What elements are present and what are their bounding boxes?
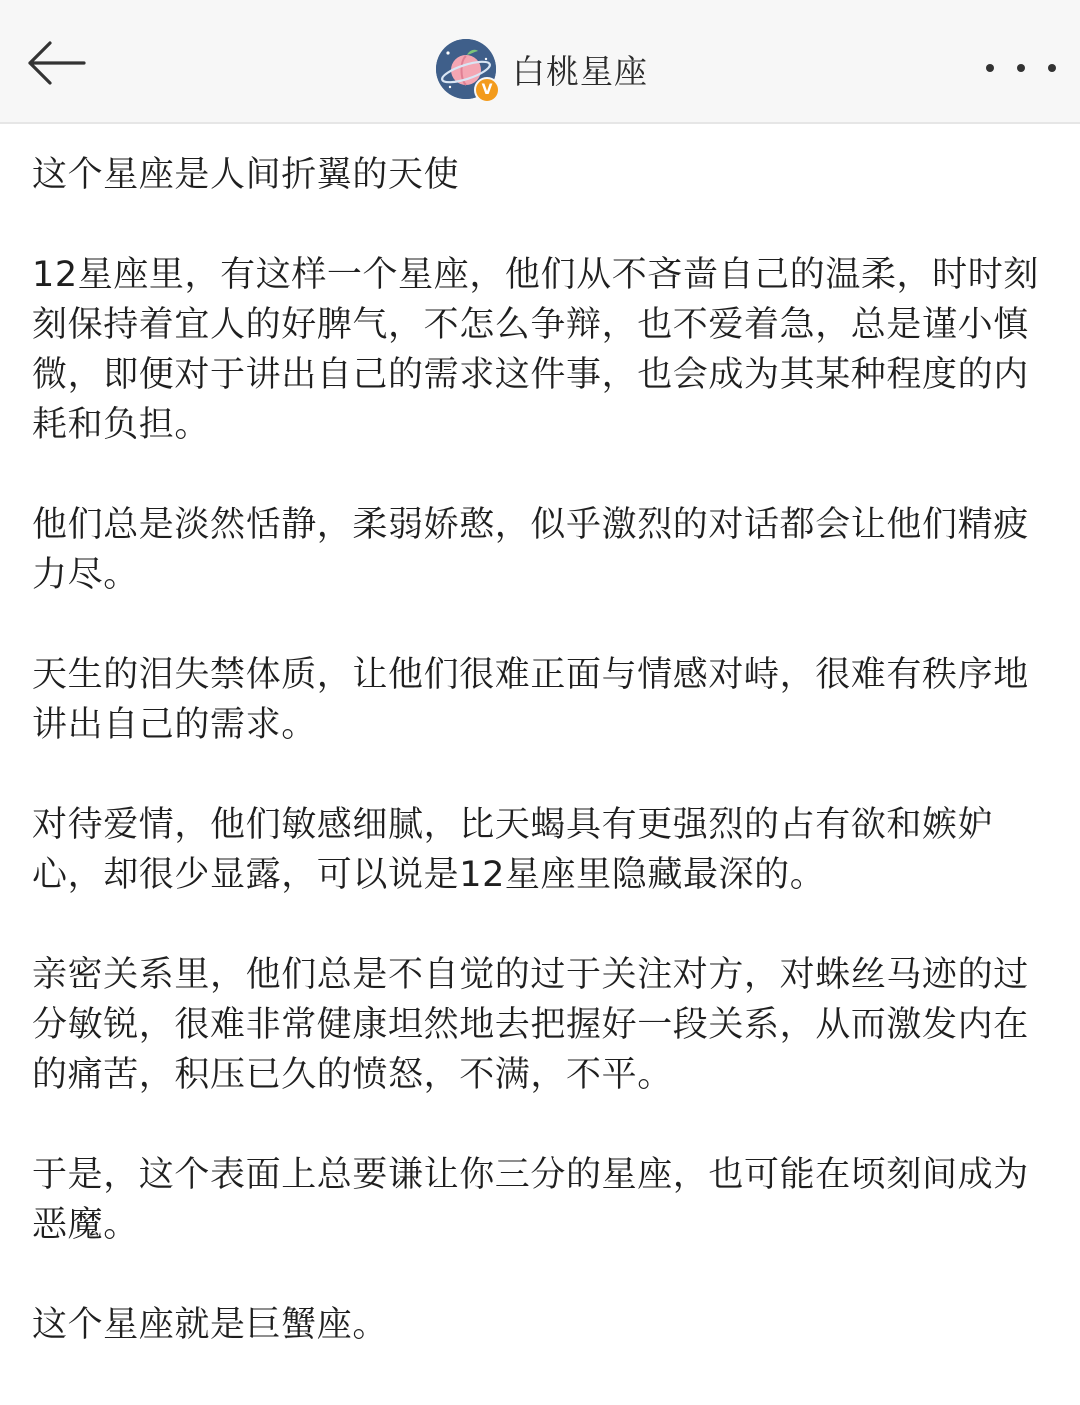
post-paragraph: 亲密关系里，他们总是不自觉的过于关注对方，对蛛丝马迹的过分敏锐，很难非常健康坦然地去把握好一段关系，从而激发内在的痛苦，积压已久的愤怒，不满，不平。 bbox=[32, 955, 1029, 1095]
arrow-left-icon bbox=[24, 39, 88, 91]
top-navigation-bar bbox=[0, 0, 1080, 124]
more-options-button[interactable] bbox=[986, 48, 1056, 88]
post-title: 这个星座是人间折翼的天使 bbox=[32, 155, 460, 195]
post-paragraph: 对待爱情，他们敏感细腻，比天蝎具有更强烈的占有欲和嫉妒心，却很少显露，可以说是12星座里隐藏最深的。 bbox=[32, 805, 994, 895]
more-dots-icon bbox=[1048, 64, 1056, 72]
account-name[interactable]: 白桃星座 bbox=[512, 51, 648, 91]
post-paragraph: 他们总是淡然恬静，柔弱娇憨，似乎激烈的对话都会让他们精疲力尽。 bbox=[32, 505, 1029, 595]
more-dots-icon bbox=[986, 64, 994, 72]
verified-badge: V bbox=[474, 77, 500, 103]
post-paragraph: 这个星座就是巨蟹座。 bbox=[32, 1305, 389, 1345]
avatar[interactable] bbox=[436, 39, 496, 99]
post-paragraph: 于是，这个表面上总要谦让你三分的星座，也可能在顷刻间成为恶魔。 bbox=[32, 1155, 1029, 1245]
post-paragraph: 天生的泪失禁体质，让他们很难正面与情感对峙，很难有秩序地讲出自己的需求。 bbox=[32, 655, 1029, 745]
post-paragraph: 12星座里，有这样一个星座，他们从不吝啬自己的温柔，时时刻刻保持着宜人的好脾气，不怎么争辩，也不爱着急，总是谨小慎微，即便对于讲出自己的需求这件事，也会成为其某种程度的内耗和负担。 bbox=[32, 255, 1039, 445]
account-header[interactable] bbox=[436, 38, 648, 100]
more-dots-icon bbox=[1017, 64, 1025, 72]
back-button[interactable] bbox=[18, 34, 94, 96]
post-content bbox=[0, 124, 1080, 1350]
